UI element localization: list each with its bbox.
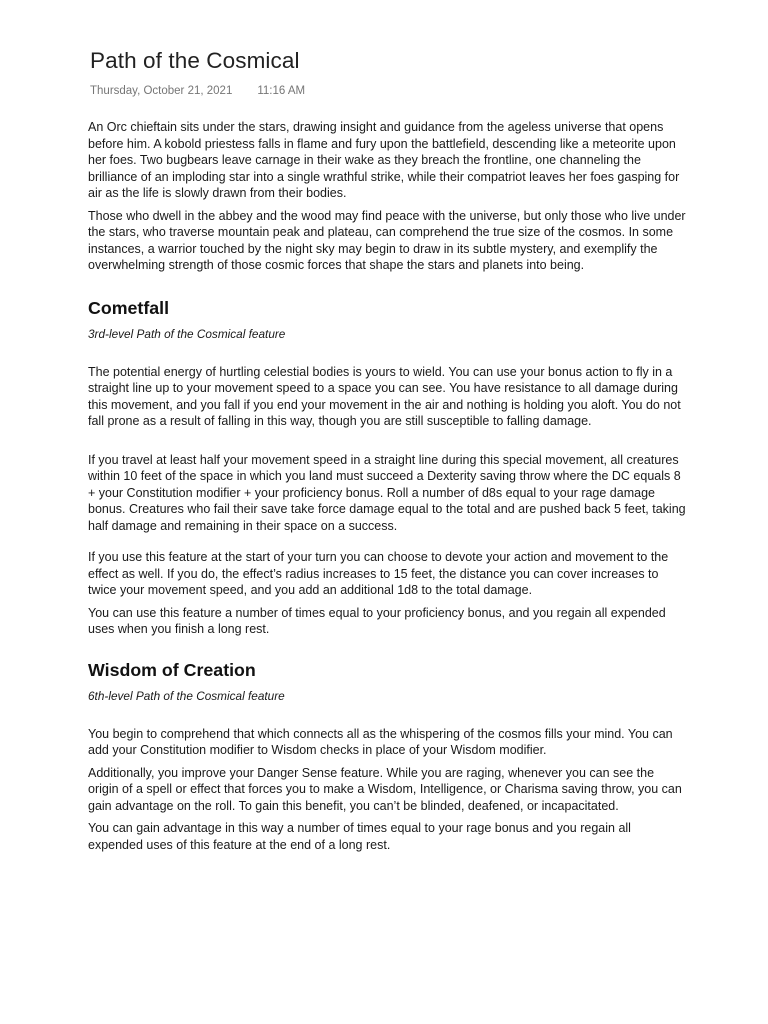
intro-section xyxy=(88,119,688,274)
wisdom-section xyxy=(88,658,688,854)
cometfall-paragraph-2: If you travel at least half your movement speed in a straight line during this special movement, all creatures within 10 feet of the space in which you land must succeed a Dexterity saving throw where the DC equals 8 + your Constitution modifier + your proficiency bonus. Roll a number of d8s equal to your rage damage bonus. Creatures who fail their save take force damage equal to the total and are pushed back 5 feet, taking half damage and remaining in their space on a success. xyxy=(88,452,686,533)
cometfall-level-note: 3rd-level Path of the Cosmical feature xyxy=(88,326,286,341)
cometfall-section xyxy=(88,296,688,638)
cometfall-paragraph-4: You can use this feature a number of times equal to your proficiency bonus, and you regain all expended uses when you finish a long rest. xyxy=(88,605,666,636)
intro-paragraph-2: Those who dwell in the abbey and the wood may find peace with the universe, but only those who live under the stars, who traverse mountain peak and plateau, can comprehend the true size of the cosmos. In some instances, a warrior touched by the night sky may begin to draw in its subtle mystery, and exemplify the overwhelming strength of those cosmic forces that shape the stars and planets into being. xyxy=(88,208,686,272)
wisdom-level-note: 6th-level Path of the Cosmical feature xyxy=(88,688,285,703)
note-date: Thursday, October 21, 2021 xyxy=(90,85,233,97)
note-page xyxy=(88,44,688,853)
cometfall-paragraph-3: If you use this feature at the start of your turn you can choose to devote your action and movement to the effect as well. If you do, the effect’s radius increases to 15 feet, the distance you can cover increases to twice your movement speed, and you add an additional 1d8 to the total damage. xyxy=(88,550,669,597)
page-title: Path of the Cosmical xyxy=(90,48,300,73)
wisdom-paragraph-3: You can gain advantage in this way a number of times equal to your rage bonus and you regain all expended uses of this feature at the end of a long rest. xyxy=(88,821,631,852)
cometfall-paragraph-1: The potential energy of hurtling celestial bodies is yours to wield. You can use your bonus action to fly in a straight line up to your movement speed to a space you can see. You have resistance to all damage during this movement, and you fall if you end your movement in the air and nothing is holding you aloft. You do not fall prone as a result of falling in this way, though you are still susceptible to falling damage. xyxy=(88,364,681,428)
wisdom-paragraph-1: You begin to comprehend that which connects all as the whispering of the cosmos fills your mind. You can add your Constitution modifier to Wisdom checks in place of your Wisdom modifier. xyxy=(88,726,673,757)
cometfall-heading: Cometfall xyxy=(88,297,170,318)
wisdom-paragraph-2: Additionally, you improve your Danger Sense feature. While you are raging, whenever you can see the origin of a spell or effect that forces you to make a Wisdom, Intelligence, or Charisma saving throw, you can gain advantage on the roll. To gain this benefit, you can’t be blinded, deafened, or incapacitated. xyxy=(88,765,682,813)
intro-paragraph-1: An Orc chieftain sits under the stars, drawing insight and guidance from the ageless universe that opens before him. A kobold priestess falls in flame and fury upon the battlefield, descending like a meteorite upon her foes. Two bugbears leave carnage in their wake as they breach the frontline, one channeling the brilliance of an imploding star into a single wrathful strike, while their compatriot leaves her foes gasping for air as the life is slowly drawn from their bodies. xyxy=(88,120,680,200)
note-time: 11:16 AM xyxy=(257,85,306,97)
wisdom-heading: Wisdom of Creation xyxy=(88,659,256,680)
note-metadata xyxy=(90,83,688,99)
